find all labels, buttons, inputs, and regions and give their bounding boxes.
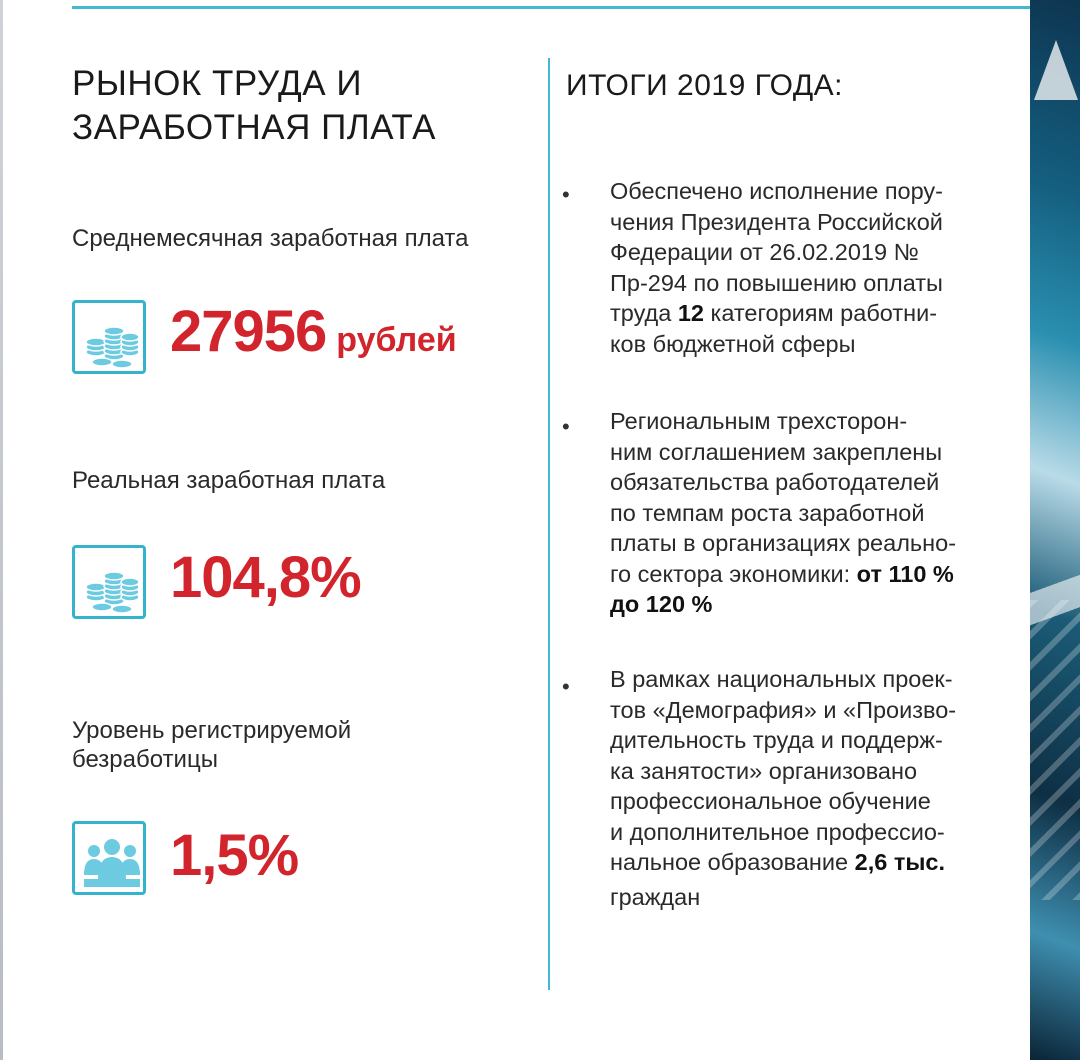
decorative-side-image — [1030, 0, 1080, 1060]
coins-icon — [72, 545, 146, 619]
bullet-item-national-projects: В рамках национальных проек- тов «Демография» и «Произво- дительность труда и поддерж- ка занятости» организовано профессиональное обучение и дополнительное профессио- нальное образование 2,6 тыс. граждан — [610, 666, 957, 910]
coins-icon — [72, 300, 146, 374]
bullet-item-tripartite-agreement: Региональным трехсторон- ним соглашением закреплены обязательства работодателей по темпам роста заработной платы в организациях реально- го сектора экономики: от 110 % до 120 % — [610, 408, 957, 617]
metric-label-real-salary: Реальная заработная плата — [72, 467, 386, 494]
highlight-count: 12 — [677, 300, 704, 326]
metric-label-unemployment: Уровень регистрируемой безработицы — [72, 717, 352, 773]
section-title — [72, 62, 436, 150]
bullet-item-president-order: Обеспечено исполнение пору- чения Президента Российской Федерации от 26.02.2019 № Пр-294 по повышению оплаты труда 12 категориям работни- ков бюджетной сферы — [610, 178, 943, 357]
metric-value-average-salary: 27956 рублей — [170, 299, 457, 364]
metric-label-average-salary: Среднемесячная заработная плата — [72, 225, 469, 252]
column-divider — [548, 58, 550, 990]
metric-value-real-salary: 104,8% — [170, 545, 361, 610]
results-title: ИТОГИ 2019 ГОДА: — [566, 69, 843, 102]
highlight-people-count: 2,6 тыс. — [854, 849, 946, 875]
section-title-line: ЗАРАБОТНАЯ ПЛАТА — [72, 108, 436, 147]
bullet-marker: • — [562, 182, 570, 207]
bullet-marker: • — [562, 674, 570, 699]
highlight-range-start: от 110 % — [856, 560, 954, 587]
section-title-line: РЫНОК ТРУДА И — [72, 64, 362, 103]
highlight-range-end: до 120 % — [610, 591, 713, 617]
top-rule — [72, 6, 1030, 9]
page-left-edge — [0, 0, 3, 1060]
metric-value-unemployment: 1,5% — [170, 823, 299, 888]
bullet-marker: • — [562, 414, 570, 439]
people-icon — [72, 821, 146, 895]
